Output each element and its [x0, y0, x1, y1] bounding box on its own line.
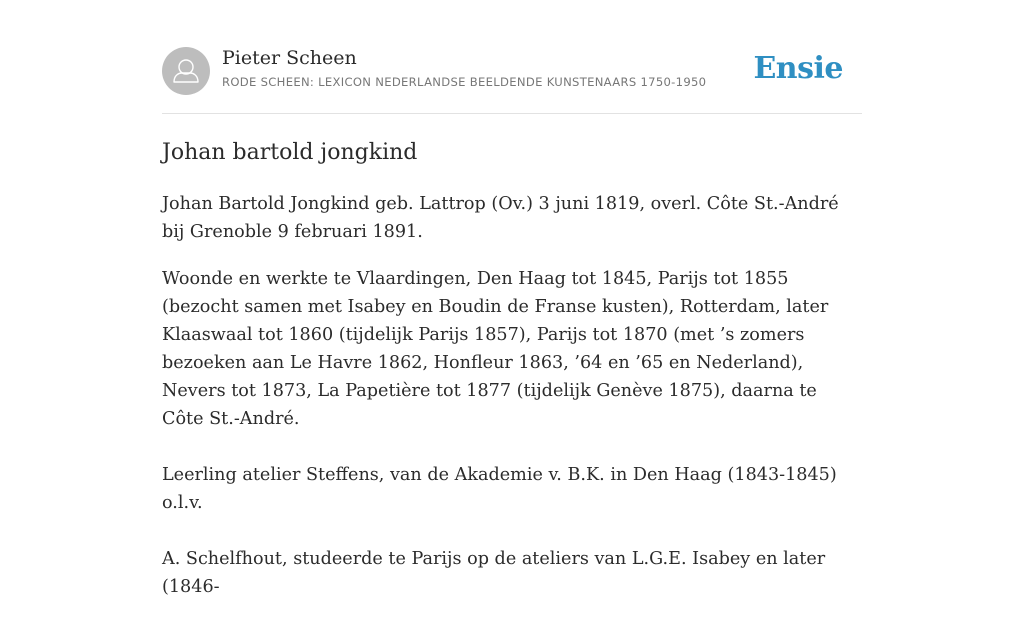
header-divider — [162, 113, 862, 114]
author-name[interactable]: Pieter Scheen — [222, 47, 357, 69]
author-avatar[interactable] — [162, 47, 210, 95]
ensie-logo-link[interactable]: Ensie — [753, 51, 843, 86]
article-paragraph: A. Schelfhout, studeerde te Parijs op de ateliers van L.G.E. Isabey en later (1846- — [162, 549, 826, 597]
article-title: Johan bartold jongkind — [162, 140, 418, 165]
article-paragraph: Woonde en werkte te Vlaardingen, Den Haag tot 1845, Parijs tot 1855 (bezocht samen met Isabey en Boudin de Franse kusten), Rotterdam, later Klaaswaal tot 1860 (tijdelijk Parijs 1857), Parijs tot 1870 (met ’s zomers bezoeken aan Le Havre 1862, Honfleur 1863, ’64 en ’65 en Nederland), Nevers tot 1873, La Papetière tot 1877 (tijdelijk Genève 1875), daarna te Côte St.-André. — [162, 269, 829, 429]
article-paragraph: Johan Bartold Jongkind geb. Lattrop (Ov.) 3 juni 1819, overl. Côte St.-André bij Grenoble 9 februari 1891. — [162, 194, 839, 242]
article-paragraph: Leerling atelier Steffens, van de Akademie v. B.K. in Den Haag (1843-1845) o.l.v. — [162, 465, 837, 513]
source-publication[interactable]: RODE SCHEEN: LEXICON NEDERLANDSE BEELDENDE KUNSTENAARS 1750-1950 — [222, 75, 707, 89]
article-header — [162, 47, 862, 95]
user-silhouette-icon — [162, 47, 210, 95]
article-body — [162, 190, 862, 620]
